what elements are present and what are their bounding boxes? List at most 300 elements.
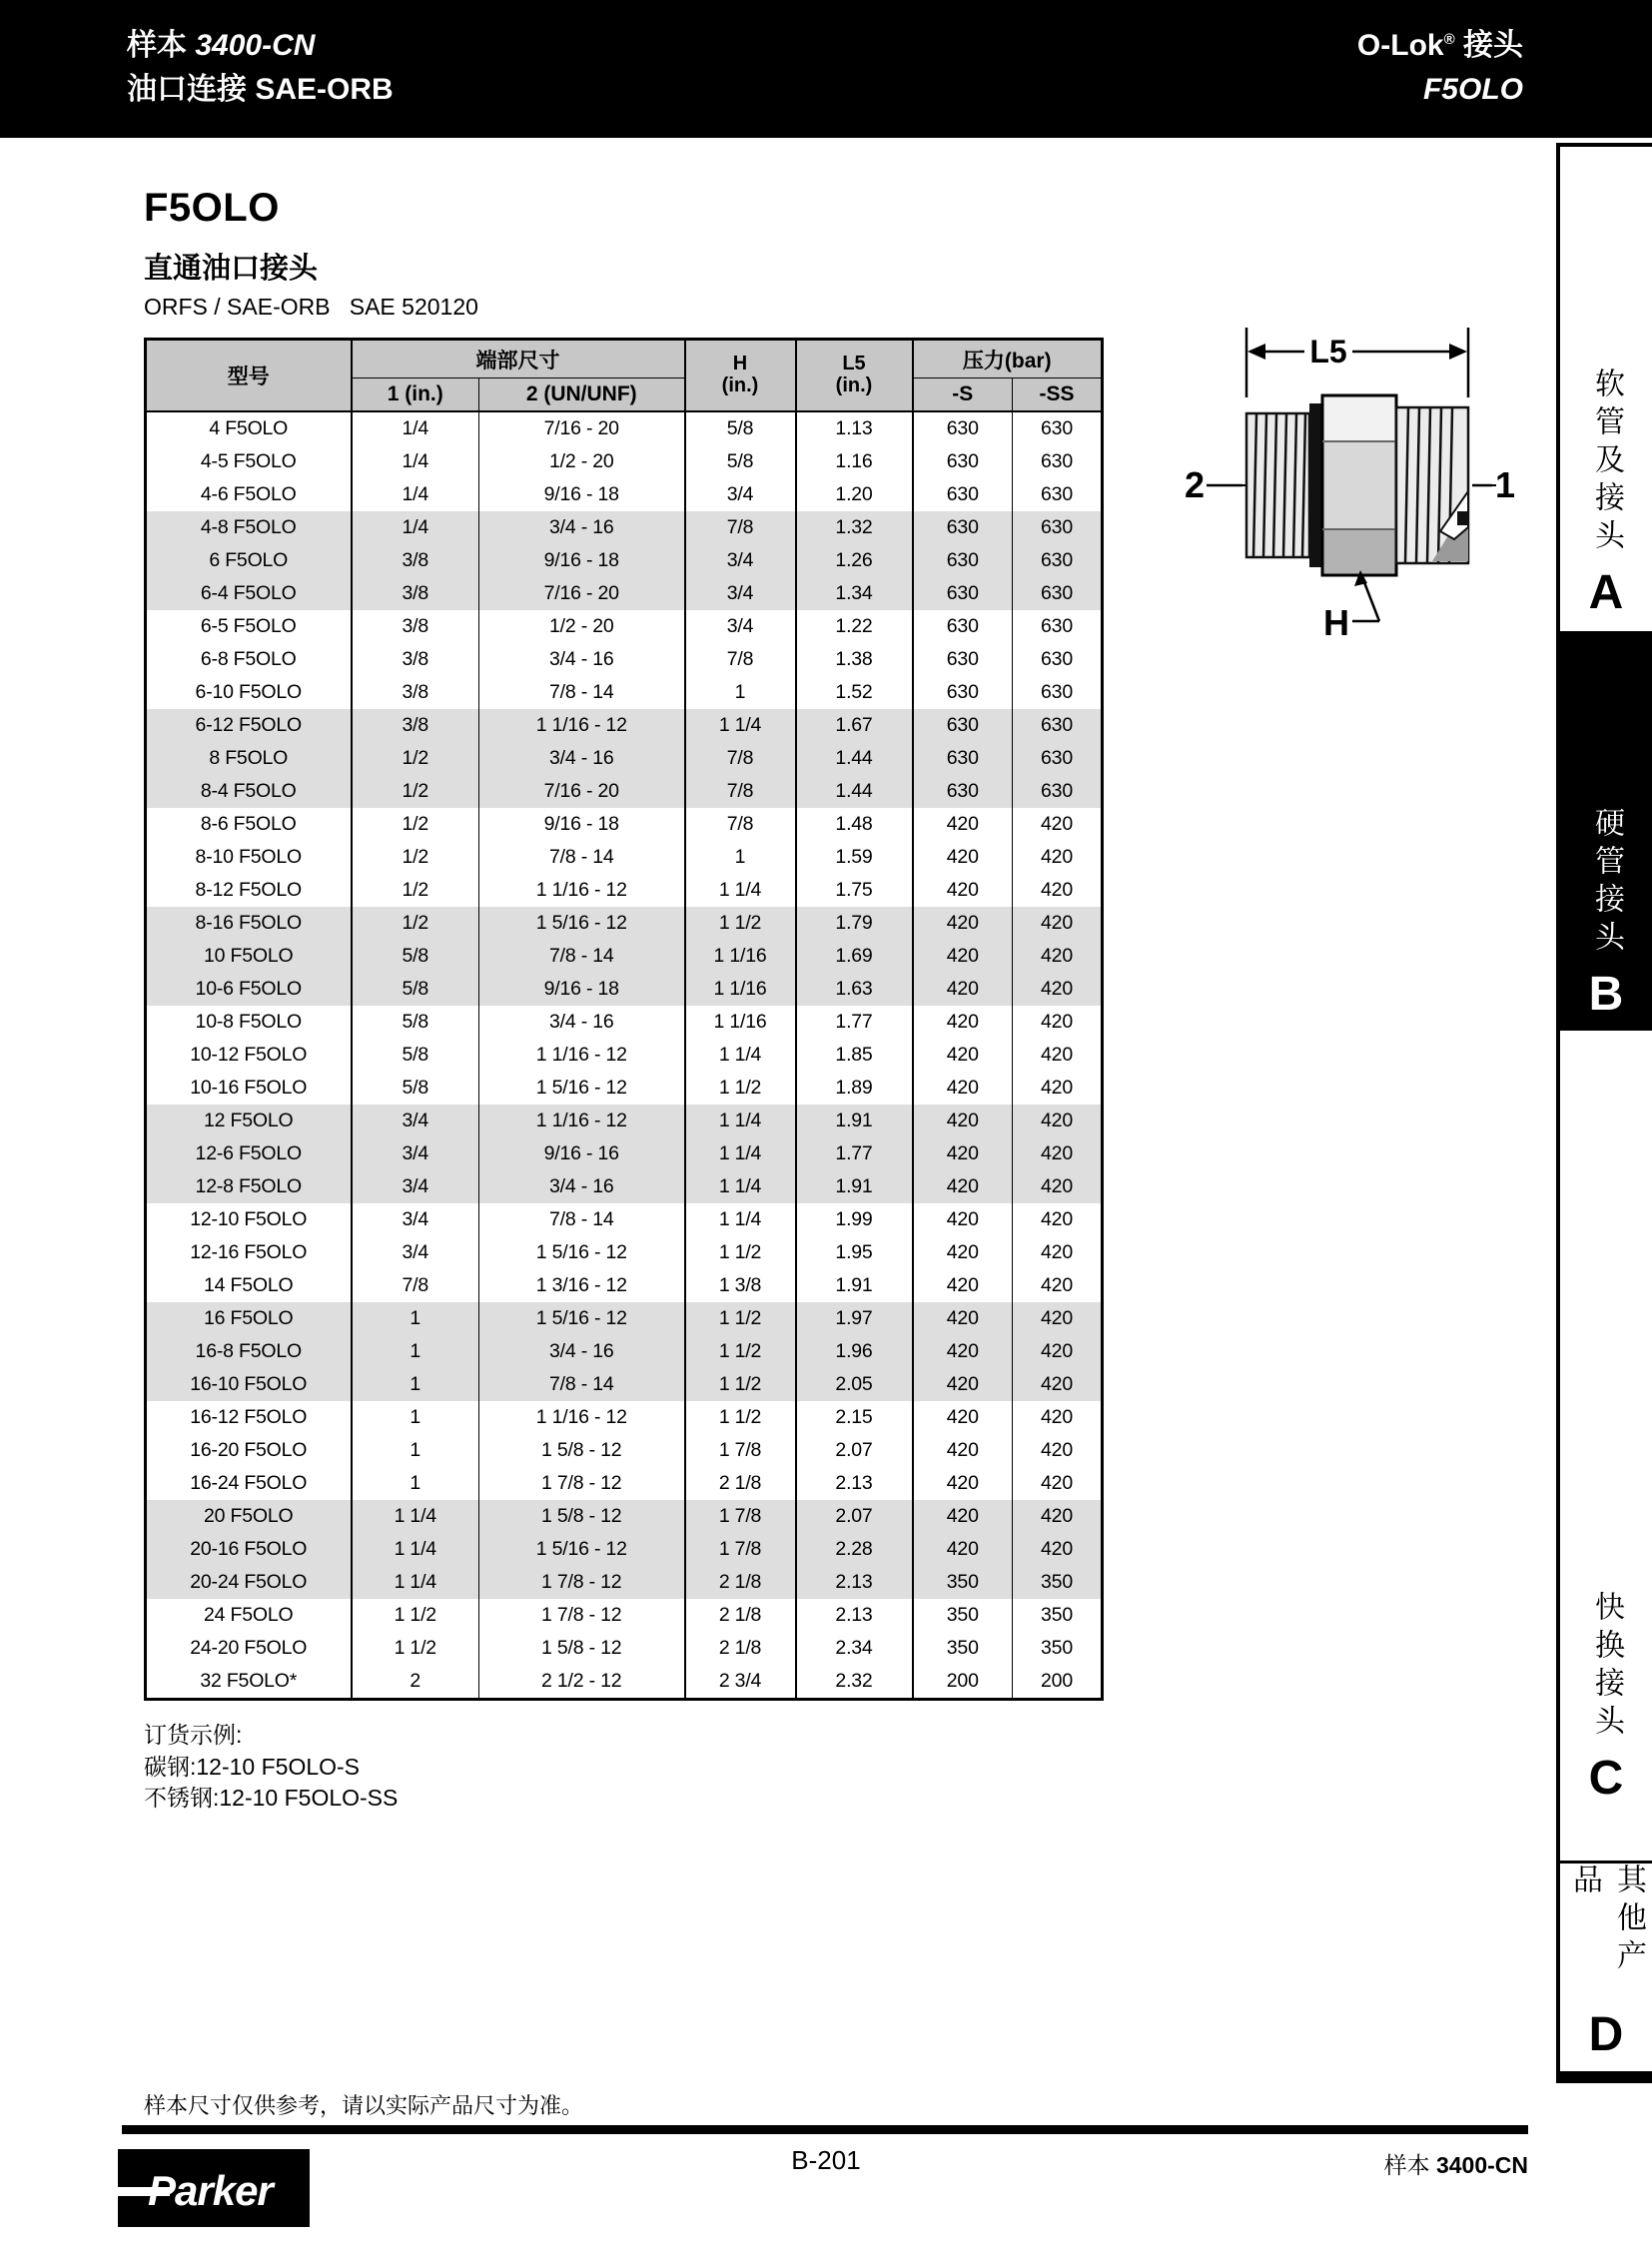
table-cell: 16-8 F5OLO	[146, 1335, 352, 1368]
table-row	[146, 445, 1103, 478]
table-cell: 32 F5OLO*	[200, 1670, 298, 1692]
table-row	[146, 907, 1103, 940]
table-cell: 1/2 - 20	[479, 445, 685, 478]
table-cell: 420	[913, 940, 1013, 973]
table-cell: 350	[913, 1566, 1013, 1599]
table-cell: 3/4 - 16	[479, 1335, 685, 1368]
footer-rule	[122, 2125, 1528, 2134]
col-header-h-unit: (in.)	[721, 374, 759, 396]
table-cell: 630	[913, 544, 1013, 577]
table-cell: 1 1/16 - 12	[479, 1105, 685, 1137]
table-cell: 1 1/16 - 12	[479, 874, 685, 907]
table-cell: 1.13	[796, 411, 913, 445]
table-cell: 14 F5OLO	[204, 1274, 294, 1296]
table-cell: 3/4 - 16	[479, 1170, 685, 1203]
table-cell: 3/4	[685, 544, 796, 577]
table-cell: 420	[1013, 841, 1103, 874]
section-tab-label: 硬管接头	[1590, 807, 1623, 959]
table-cell: 5/8	[685, 445, 796, 478]
table-cell: 10-8 F5OLO	[195, 1011, 302, 1033]
table-cell: 9/16 - 18	[479, 973, 685, 1006]
table-cell: 2 1/2 - 12	[479, 1665, 685, 1700]
table-cell: 1.38	[796, 643, 913, 676]
table-cell: 420	[913, 973, 1013, 1006]
table-cell: 2 1/8	[685, 1467, 796, 1500]
table-cell: 2	[352, 1665, 479, 1700]
section-tab-other-products	[1560, 1861, 1652, 2071]
table-cell: 1 3/16 - 12	[479, 1269, 685, 1302]
table-cell: 1/4	[352, 445, 479, 478]
table-cell: 420	[913, 874, 1013, 907]
table-row	[146, 841, 1103, 874]
table-row	[146, 1006, 1103, 1039]
table-cell: 2.07	[796, 1500, 913, 1533]
table-cell: 1 1/4	[685, 709, 796, 742]
table-cell: 420	[913, 1335, 1013, 1368]
table-cell: 1 1/16	[685, 1006, 796, 1039]
table-cell: 1/4	[352, 478, 479, 511]
table-row	[146, 775, 1103, 808]
table-cell: 420	[1013, 1401, 1103, 1434]
table-cell: 8-12 F5OLO	[195, 879, 302, 901]
table-cell: 1.91	[796, 1170, 913, 1203]
catalog-title	[127, 24, 394, 68]
table-cell: 1	[685, 841, 796, 874]
table-cell: 2.15	[796, 1401, 913, 1434]
table-cell: 350	[1013, 1566, 1103, 1599]
table-row	[146, 940, 1103, 973]
table-cell: 12-16 F5OLO	[190, 1241, 308, 1263]
table-cell: 3/4 - 16	[479, 511, 685, 544]
table-cell: 420	[1013, 1335, 1103, 1368]
page-header-bar	[0, 0, 1652, 138]
table-cell: 1 1/16	[685, 973, 796, 1006]
table-cell: 420	[913, 1236, 1013, 1269]
table-cell: 630	[1013, 610, 1103, 643]
table-cell: 1	[352, 1401, 479, 1434]
table-cell: 5/8	[352, 1072, 479, 1105]
product-description: 直通油口接头	[144, 253, 319, 285]
table-cell: 1 7/8 - 12	[479, 1467, 685, 1500]
table-cell: 12-10 F5OLO	[190, 1208, 308, 1230]
table-cell: 420	[1013, 1302, 1103, 1335]
table-row	[146, 1632, 1103, 1665]
ordering-example	[144, 1720, 398, 1815]
table-cell: 24 F5OLO	[204, 1604, 294, 1626]
table-cell: 7/8	[685, 643, 796, 676]
table-cell: 630	[1013, 709, 1103, 742]
table-cell: 10-16 F5OLO	[190, 1077, 308, 1099]
table-cell: 630	[1013, 742, 1103, 775]
table-cell: 7/8	[685, 742, 796, 775]
table-row	[146, 973, 1103, 1006]
table-cell: 420	[1013, 1434, 1103, 1467]
page-title: F5OLO	[144, 186, 280, 230]
table-cell: 1.89	[796, 1072, 913, 1105]
table-cell: 3/4	[352, 1236, 479, 1269]
table-cell: 16-10 F5OLO	[146, 1368, 352, 1401]
table-cell: 350	[913, 1632, 1013, 1665]
table-cell: 3/4 - 16	[479, 643, 685, 676]
table-cell: 1 5/8 - 12	[479, 1632, 685, 1665]
table-cell: 3/4	[685, 577, 796, 610]
table-cell: 1 5/8 - 12	[479, 1500, 685, 1533]
table-cell: 7/16 - 20	[479, 577, 685, 610]
col-header-l5-unit: (in.)	[835, 374, 873, 396]
table-cell: 3/4	[352, 1170, 479, 1203]
table-cell: 630	[1013, 544, 1103, 577]
table-cell: 1 5/16 - 12	[479, 1236, 685, 1269]
table-cell: 1.97	[796, 1302, 913, 1335]
dimensions-table	[144, 338, 1104, 1701]
table-cell: 6-12 F5OLO	[146, 709, 352, 742]
table-cell: 3/8	[352, 709, 479, 742]
table-cell: 1 7/8	[685, 1533, 796, 1566]
header-subtitle: 油口连接 SAE-ORB	[127, 72, 394, 106]
table-cell: 5/8	[685, 411, 796, 445]
table-cell: 1.77	[796, 1006, 913, 1039]
table-cell: 6-8 F5OLO	[200, 648, 297, 670]
section-tab-label: 快换接头	[1590, 1591, 1623, 1743]
table-cell: 10-12 F5OLO	[190, 1044, 308, 1066]
table-cell: 1.20	[796, 478, 913, 511]
registered-mark: ®	[1443, 31, 1455, 48]
table-row	[146, 709, 1103, 742]
table-cell: 20 F5OLO	[146, 1500, 352, 1533]
standard-spec: ORFS / SAE-ORB SAE 520120	[144, 294, 478, 320]
section-tab-label: 其他产品	[1568, 1864, 1645, 1977]
table-cell: 630	[913, 610, 1013, 643]
table-cell: 7/8 - 14	[479, 676, 685, 709]
table-row	[146, 1401, 1103, 1434]
table-cell: 6-5 F5OLO	[200, 615, 297, 637]
col-header-ss: -SS	[1013, 378, 1103, 412]
dim-l5-label: L5	[1309, 334, 1347, 370]
table-cell: 1.75	[796, 874, 913, 907]
table-cell: 10 F5OLO	[146, 940, 352, 973]
table-cell: 3/8	[352, 577, 479, 610]
table-cell: 7/8	[685, 775, 796, 808]
table-cell: 1.63	[796, 973, 913, 1006]
table-cell: 420	[913, 1302, 1013, 1335]
table-row	[146, 808, 1103, 841]
table-cell: 1 1/2	[685, 1335, 796, 1368]
table-cell: 2.13	[796, 1467, 913, 1500]
table-cell: 1 1/4	[352, 1566, 479, 1599]
table-cell: 630	[1013, 676, 1103, 709]
table-cell: 1.44	[796, 775, 913, 808]
table-cell: 9/16 - 18	[479, 478, 685, 511]
table-cell: 5/8	[352, 940, 479, 973]
table-cell: 3/4	[352, 1105, 479, 1137]
catalog-code: 3400-CN	[195, 29, 316, 62]
table-cell: 1 1/4	[685, 1170, 796, 1203]
table-cell: 1 7/8 - 12	[479, 1566, 685, 1599]
table-cell: 3/4	[352, 1137, 479, 1170]
table-cell: 1 5/16 - 12	[479, 1533, 685, 1566]
table-cell: 6 F5OLO	[146, 544, 352, 577]
table-cell: 1 1/2	[685, 1302, 796, 1335]
table-row	[146, 1335, 1103, 1368]
table-cell: 1	[352, 1335, 479, 1368]
table-cell: 4-5 F5OLO	[200, 450, 297, 472]
table-cell: 420	[913, 1137, 1013, 1170]
table-cell: 630	[913, 676, 1013, 709]
header-right	[1357, 24, 1523, 111]
parker-logo-text: Parker	[148, 2167, 273, 2214]
table-cell: 1.95	[796, 1236, 913, 1269]
footer-catalog-ref	[1384, 2147, 1528, 2180]
table-cell: 420	[913, 1203, 1013, 1236]
table-cell: 420	[1013, 1269, 1103, 1302]
table-cell: 1 1/16 - 12	[479, 709, 685, 742]
table-cell: 1.91	[796, 1105, 913, 1137]
table-cell: 350	[1013, 1632, 1103, 1665]
table-cell: 5/8	[352, 1039, 479, 1072]
table-cell: 1 1/4	[685, 1105, 796, 1137]
table-cell: 1 1/2	[352, 1632, 479, 1665]
table-row	[146, 742, 1103, 775]
table-cell: 16 F5OLO	[146, 1302, 352, 1335]
table-cell: 5/8	[352, 973, 479, 1006]
hex-h-label: H	[1323, 602, 1349, 639]
table-cell: 7/8 - 14	[479, 1368, 685, 1401]
table-cell: 1.99	[796, 1203, 913, 1236]
table-cell: 1/2	[352, 841, 479, 874]
section-tab-letter: D	[1588, 2008, 1624, 2061]
table-cell: 8-16 F5OLO	[146, 907, 352, 940]
table-cell: 420	[913, 1105, 1013, 1137]
table-cell: 1 5/8 - 12	[479, 1434, 685, 1467]
table-cell: 16-24 F5OLO	[190, 1472, 308, 1494]
table-cell: 420	[913, 841, 1013, 874]
table-cell: 1.32	[796, 511, 913, 544]
table-cell: 1.52	[796, 676, 913, 709]
table-cell: 7/8	[685, 511, 796, 544]
table-row	[146, 1368, 1103, 1401]
table-cell: 420	[913, 1170, 1013, 1203]
table-cell: 1.22	[796, 610, 913, 643]
table-cell: 7/16 - 20	[479, 411, 685, 445]
section-tab-tube-fittings-active	[1560, 631, 1652, 1031]
footer-catalog-prefix: 样本	[1383, 2152, 1436, 2178]
table-cell: 630	[913, 445, 1013, 478]
table-cell: 1 3/8	[685, 1269, 796, 1302]
col-header-end-size: 端部尺寸	[352, 340, 685, 378]
table-cell: 1	[352, 1434, 479, 1467]
table-cell: 1 7/8	[685, 1434, 796, 1467]
table-cell: 420	[913, 1401, 1013, 1434]
table-cell: 1 1/16 - 12	[479, 1401, 685, 1434]
table-cell: 420	[913, 1500, 1013, 1533]
table-row	[146, 1302, 1103, 1335]
col-header-l5-title: L5	[842, 353, 866, 375]
table-cell: 8 F5OLO	[146, 742, 352, 775]
table-cell: 1	[352, 1302, 479, 1335]
table-cell: 16-20 F5OLO	[190, 1439, 308, 1461]
table-cell: 20-24 F5OLO	[146, 1566, 352, 1599]
footer-catalog-code: 3400-CN	[1435, 2152, 1528, 2178]
table-cell: 420	[1013, 1170, 1103, 1203]
table-cell: 420	[1013, 1533, 1103, 1566]
page-number: B-201	[791, 2145, 861, 2175]
table-cell: 1.44	[796, 742, 913, 775]
table-cell: 1.77	[796, 1137, 913, 1170]
table-cell: 9/16 - 16	[479, 1137, 685, 1170]
table-cell: 7/8 - 14	[479, 940, 685, 973]
table-header	[146, 340, 1103, 412]
table-cell: 1/2 - 20	[479, 610, 685, 643]
table-cell: 1 5/16 - 12	[479, 1072, 685, 1105]
table-cell: 1 7/8	[685, 1500, 796, 1533]
fitting-diagram	[1125, 296, 1524, 639]
table-cell: 420	[1013, 874, 1103, 907]
table-cell: 1.69	[796, 940, 913, 973]
table-cell: 4 F5OLO	[209, 417, 289, 439]
table-body	[146, 411, 1103, 1700]
section-tab-letter: B	[1588, 968, 1624, 1021]
ordering-carbon-steel: 碳钢:12-10 F5OLO-S	[144, 1753, 361, 1780]
table-cell: 2.13	[796, 1599, 913, 1632]
table-cell: 1 1/16 - 12	[479, 1039, 685, 1072]
table-cell: 630	[913, 709, 1013, 742]
table-cell: 1 1/2	[685, 907, 796, 940]
table-cell: 1/2	[352, 874, 479, 907]
table-cell: 630	[913, 775, 1013, 808]
table-row	[146, 544, 1103, 577]
table-cell: 3/8	[352, 643, 479, 676]
table-cell: 9/16 - 18	[479, 544, 685, 577]
table-cell: 420	[913, 1006, 1013, 1039]
table-cell: 630	[1013, 511, 1103, 544]
table-cell: 420	[1013, 1006, 1103, 1039]
header-left	[127, 24, 394, 111]
table-cell: 3/8	[352, 544, 479, 577]
table-cell: 420	[1013, 973, 1103, 1006]
table-cell: 420	[913, 808, 1013, 841]
table-cell: 420	[1013, 940, 1103, 973]
table-cell: 1.79	[796, 907, 913, 940]
table-cell: 1/4	[352, 411, 479, 445]
table-cell: 3/8	[352, 676, 479, 709]
table-cell: 1 1/2	[685, 1368, 796, 1401]
table-cell: 12-8 F5OLO	[146, 1170, 352, 1203]
table-cell: 4-8 F5OLO	[146, 511, 352, 544]
table-cell: 630	[1013, 643, 1103, 676]
table-cell: 1.59	[796, 841, 913, 874]
table-cell: 420	[1013, 1467, 1103, 1500]
table-cell: 8-4 F5OLO	[146, 775, 352, 808]
ordering-stainless-steel: 不锈钢:12-10 F5OLO-SS	[144, 1785, 399, 1812]
table-row	[146, 1434, 1103, 1467]
port-2-label: 2	[1184, 464, 1206, 505]
product-line-name: O-Lok	[1356, 29, 1444, 62]
table-row	[146, 1566, 1103, 1599]
table-cell: 1.67	[796, 709, 913, 742]
col-header-pressure: 压力(bar)	[913, 340, 1103, 378]
ordering-heading: 订货示例:	[144, 1722, 243, 1748]
table-cell: 630	[913, 511, 1013, 544]
table-row	[146, 1072, 1103, 1105]
table-cell: 1	[352, 1368, 479, 1401]
table-cell: 6-4 F5OLO	[146, 577, 352, 610]
table-cell: 2.05	[796, 1368, 913, 1401]
table-cell: 1 1/2	[685, 1401, 796, 1434]
table-cell: 1 1/2	[685, 1236, 796, 1269]
table-cell: 1	[352, 1467, 479, 1500]
table-cell: 350	[1013, 1599, 1103, 1632]
table-cell: 1/2	[352, 775, 479, 808]
table-cell: 10-6 F5OLO	[146, 973, 352, 1006]
size-disclaimer: 样本尺寸仅供参考，请以实际产品尺寸为准。	[144, 2093, 584, 2118]
header-model: F5OLO	[1422, 72, 1523, 106]
table-cell: 2.13	[796, 1566, 913, 1599]
table-cell: 420	[1013, 1105, 1103, 1137]
table-cell: 1/2	[352, 742, 479, 775]
table-cell: 350	[913, 1599, 1013, 1632]
table-cell: 1/2	[352, 808, 479, 841]
table-cell: 420	[913, 1039, 1013, 1072]
table-cell: 630	[1013, 411, 1103, 445]
table-cell: 6-10 F5OLO	[195, 681, 302, 703]
table-cell: 420	[1013, 1500, 1103, 1533]
table-cell: 630	[913, 577, 1013, 610]
table-cell: 420	[1013, 808, 1103, 841]
table-cell: 1 1/2	[685, 1072, 796, 1105]
table-cell: 1 5/16 - 12	[479, 907, 685, 940]
table-cell: 1 5/16 - 12	[479, 1302, 685, 1335]
table-row	[146, 1105, 1103, 1137]
table-cell: 420	[913, 1434, 1013, 1467]
table-cell: 2 1/8	[685, 1599, 796, 1632]
table-cell: 3/4	[352, 1203, 479, 1236]
table-cell: 200	[1013, 1665, 1103, 1700]
table-row	[146, 1170, 1103, 1203]
table-cell: 1/2	[352, 907, 479, 940]
col-header-h-title: H	[732, 353, 748, 375]
table-cell: 1.91	[796, 1269, 913, 1302]
table-cell: 2 3/4	[685, 1665, 796, 1700]
table-cell: 2.34	[796, 1632, 913, 1665]
product-line-suffix: 接头	[1454, 29, 1523, 62]
table-cell: 1	[685, 676, 796, 709]
table-cell: 1.34	[796, 577, 913, 610]
table-cell: 7/8	[352, 1269, 479, 1302]
section-tab-bar	[1556, 143, 1652, 2083]
table-cell: 630	[913, 742, 1013, 775]
table-cell: 630	[913, 478, 1013, 511]
table-cell: 420	[1013, 1072, 1103, 1105]
table-cell: 8-6 F5OLO	[200, 813, 297, 835]
table-cell: 2.28	[796, 1533, 913, 1566]
table-cell: 12-6 F5OLO	[146, 1137, 352, 1170]
table-row	[146, 1533, 1103, 1566]
table-cell: 7/16 - 20	[479, 775, 685, 808]
table-cell: 3/4	[685, 478, 796, 511]
table-cell: 7/8 - 14	[479, 841, 685, 874]
table-cell: 420	[913, 1072, 1013, 1105]
table-cell: 420	[1013, 1039, 1103, 1072]
table-row	[146, 1467, 1103, 1500]
table-cell: 2.07	[796, 1434, 913, 1467]
table-cell: 1 1/2	[352, 1599, 479, 1632]
table-cell: 630	[913, 411, 1013, 445]
table-row	[146, 610, 1103, 643]
table-cell: 1.85	[796, 1039, 913, 1072]
col-header-end2: 2 (UN/UNF)	[479, 378, 685, 412]
table-row	[146, 577, 1103, 610]
table-cell: 8-10 F5OLO	[195, 846, 302, 868]
